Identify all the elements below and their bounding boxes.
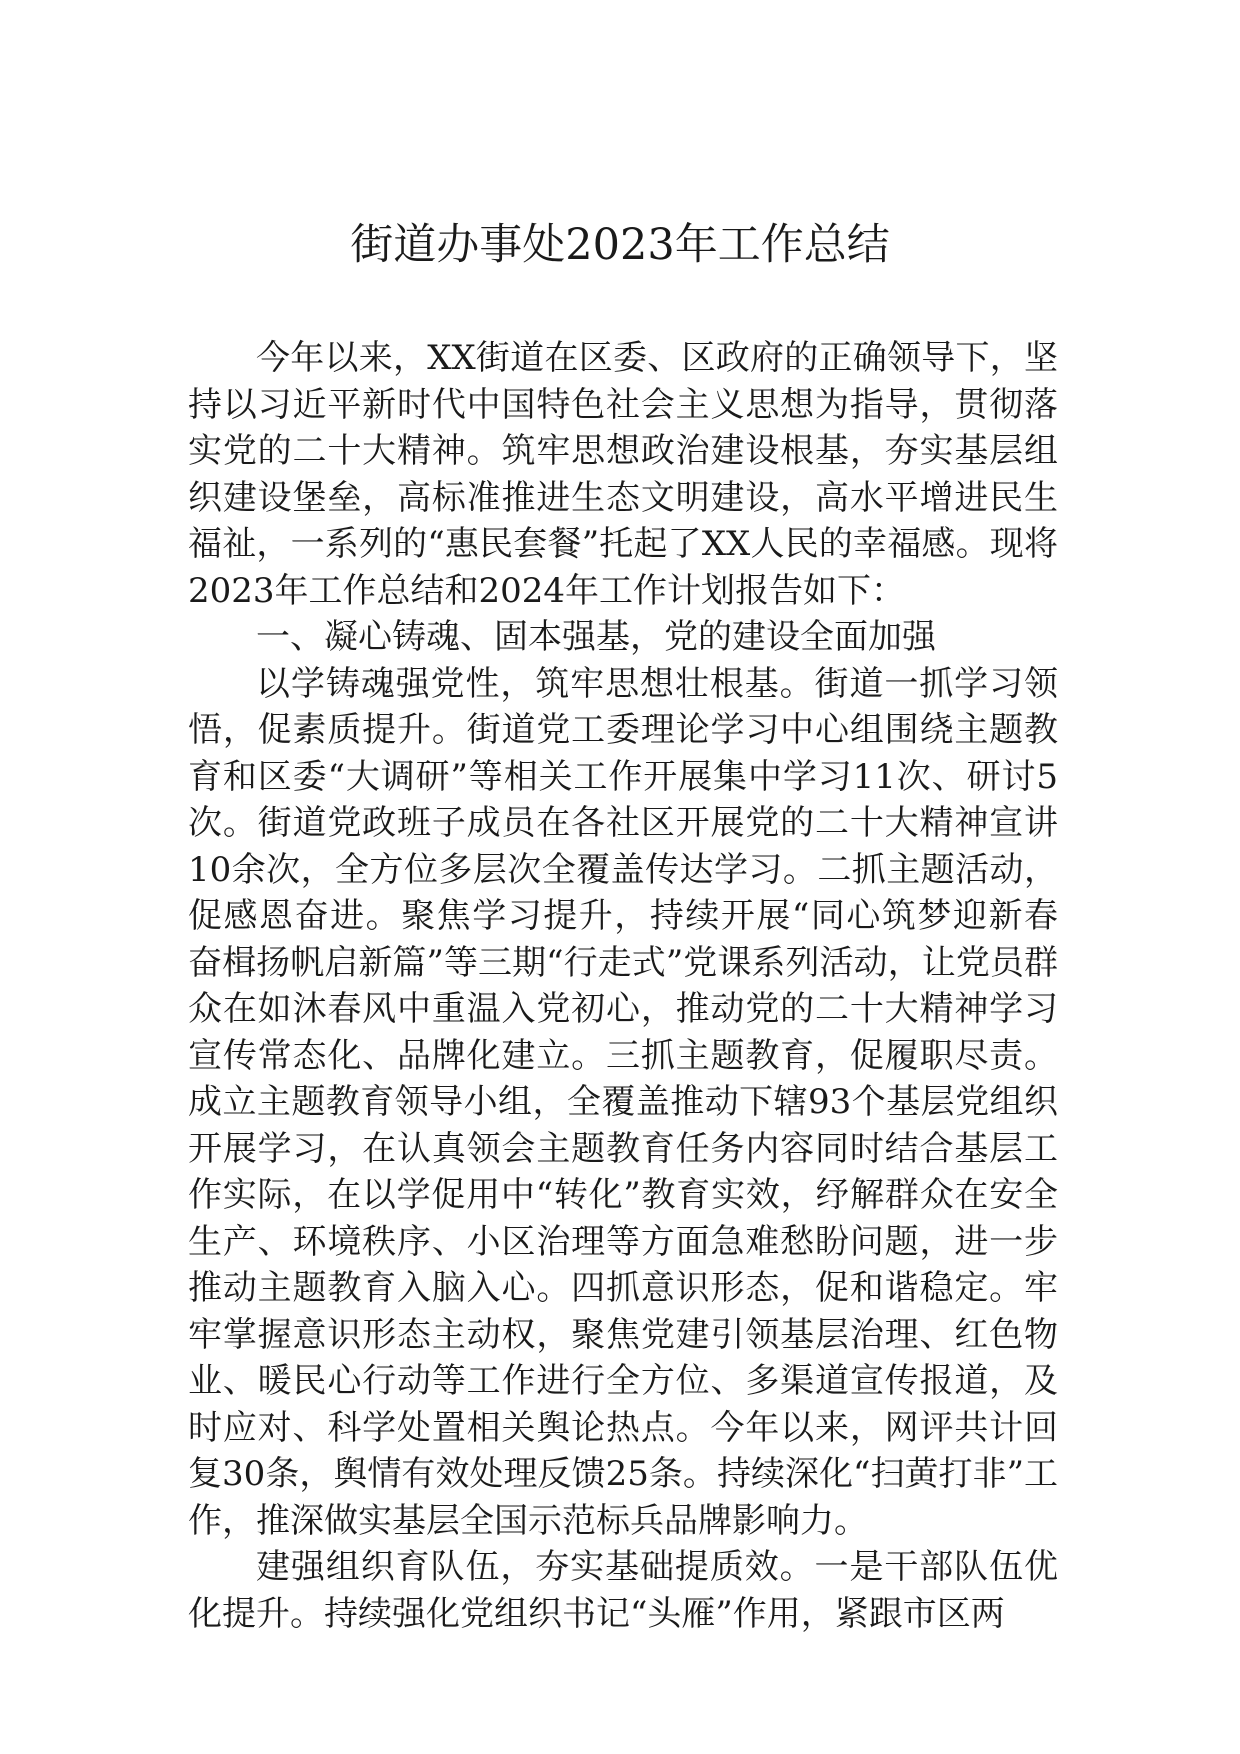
document-body: [188, 335, 1058, 1637]
intro-paragraph: 今年以来，XX街道在区委、区政府的正确领导下，坚持以习近平新时代中国特色社会主义思想为指导，贯彻落实党的二十大精神。筑牢思想政治建设根基，夯实基层组织建设堡垒，高标准推进生态文明建设，高水平增进民生福祉，一系列的“惠民套餐”托起了XX人民的幸福感。现将2023年工作总结和2024年工作计划报告如下：: [188, 338, 1058, 611]
body-paragraph: 建强组织育队伍，夯实基础提质效。一是干部队伍优化提升。持续强化党组织书记“头雁”作用，紧跟市区两: [188, 1547, 1058, 1634]
document-title: 街道办事处2023年工作总结: [350, 220, 890, 270]
body-paragraph: 以学铸魂强党性，筑牢思想壮根基。街道一抓学习领悟，促素质提升。街道党工委理论学习中心组围绕主题教育和区委“大调研”等相关工作开展集中学习11次、研讨5次。街道党政班子成员在各社区开展党的二十大精神宣讲10余次，全方位多层次全覆盖传达学习。二抓主题活动，促感恩奋进。聚焦学习提升，持续开展“同心筑梦迎新春 奋楫扬帆启新篇”等三期“行走式”党课系列活动，让党员群众在如沐春风中重温入党初心，推动党的二十大精神学习宣传常态化、品牌化建立。三抓主题教育，促履职尽责。成立主题教育领导小组，全覆盖推动下辖93个基层党组织开展学习，在认真领会主题教育任务内容同时结合基层工作实际，在以学促用中“转化”教育实效，纾解群众在安全生产、环境秩序、小区治理等方面急难愁盼问题，进一步推动主题教育入脑入心。四抓意识形态，促和谐稳定。牢牢掌握意识形态主动权，聚焦党建引领基层治理、红色物业、暖民心行动等工作进行全方位、多渠道宣传报道，及时应对、科学处置相关舆论热点。今年以来，网评共计回复30条，舆情有效处理反馈25条。持续深化“扫黄打非”工作，推深做实基层全国示范标兵品牌影响力。: [188, 663, 1058, 1541]
section-heading-1: 一、凝心铸魂、固本强基，党的建设全面加强: [256, 617, 936, 657]
